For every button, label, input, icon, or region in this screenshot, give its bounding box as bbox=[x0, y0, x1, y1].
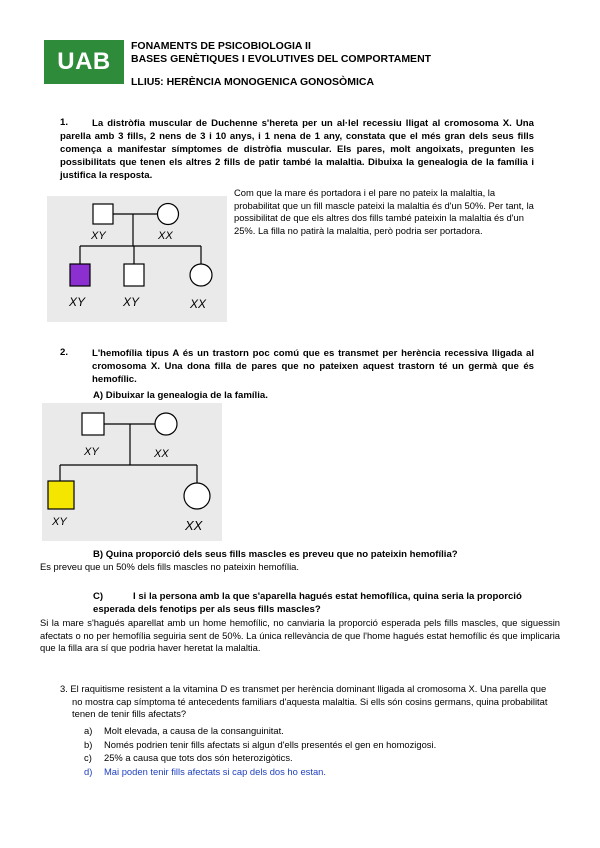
q1-child2-genotype: XY bbox=[123, 295, 140, 309]
q1-text: La distròfia muscular de Duchenne s'hereta per un al·lel recessiu lligat al cromosoma X. Una parella amb 3 fills, 2 nens de 3 i 10 anys, i 1 nena de 1 any, constata que el més gran dels seus fills comença a manifestar símptomes de distròfia muscular. Els pares, molt angoixats, pregunten les possibilitats que tenen els altres 2 fills de patir també la malaltia. Dibuixa la genealogia de la família i justifica la resposta. bbox=[60, 118, 534, 181]
option-text: Només podrien tenir fills afectats si algun d'ells presentés el gen en homozigosi. bbox=[104, 738, 437, 750]
q1-answer: Com que la mare és portadora i el pare no pateix la malaltia, la probabilitat que un fill mascle pateixi la malaltia és d'un 50%. Per tant, la possibilitat de que els altres dos fills també pateixin la malaltia és d'un 25%. La filla no patirà la malaltia, però podria ser portadora. bbox=[234, 187, 534, 236]
q1-number: 1. bbox=[60, 117, 69, 128]
q2-text-wrap bbox=[92, 347, 534, 386]
q1-child3-genotype: XX bbox=[190, 297, 207, 311]
q1-father-genotype: XY bbox=[91, 230, 106, 242]
option-label: d) bbox=[84, 765, 93, 777]
q2-partC: I si la persona amb la que s'aparella hagués estat hemofílica, quina seria la proporció esperada dels fenotips per als seus fills mascles? bbox=[93, 591, 522, 615]
option-text: Mai poden tenir fills afectats si cap dels dos ho estan. bbox=[104, 765, 326, 777]
q2-answerB: Es preveu que un 50% dels fills mascles no pateixin hemofília. bbox=[40, 561, 299, 572]
option-text: 25% a causa que tots dos són heterozigòtics. bbox=[104, 752, 293, 763]
option-label: b) bbox=[84, 738, 93, 750]
course-name: FONAMENTS DE PSICOBIOLOGIA II bbox=[131, 40, 311, 52]
q3-text: 3. El raquitisme resistent a la vitamina D es transmet per herència dominant lligada al cromosoma X. Una parella que no mostra cap símptoma té antecedents familiars d'aquesta malaltia. Si ells són cosins germans, quina probabilitat tenen de tenir fills afectats? bbox=[60, 683, 548, 720]
q3-options bbox=[84, 724, 544, 778]
q2-daughter-genotype: XX bbox=[185, 518, 203, 533]
q1-pedigree bbox=[47, 196, 227, 322]
course-subtitle: BASES GENÈTIQUES I EVOLUTIVES DEL COMPORTAMENT bbox=[131, 53, 432, 65]
lesson-title: LLIU5: HERÈNCIA MONOGENICA GONOSÒMICA bbox=[131, 76, 375, 88]
q1-mother-genotype: XX bbox=[158, 230, 173, 242]
q2-number: 2. bbox=[60, 347, 69, 358]
q2-partB: B) Quina proporció dels seus fills mascles es preveu que no pateixin hemofília? bbox=[93, 549, 458, 560]
q3-option-a bbox=[84, 724, 544, 738]
option-label: a) bbox=[84, 725, 93, 736]
q2-mother-genotype: XX bbox=[154, 448, 169, 460]
q2-father-genotype: XY bbox=[84, 446, 99, 458]
q2-answerC: Si la mare s'hagués aparellat amb un home hemofílic, no canviaria la proporció esperada pels fills mascles, que siguessin afectats o no per hemofília seguiria sent de 50%. La única rellevància de que l'home hagués estat hemofílic és que implicaria que la filla ara sí que podria haver heretat la malaltia. bbox=[40, 617, 560, 654]
affected-son-symbol bbox=[70, 264, 90, 286]
q3-option-b bbox=[84, 738, 544, 752]
q2-partC-label: C) bbox=[93, 591, 104, 602]
affected-brother-symbol bbox=[48, 481, 74, 509]
uab-logo: UAB bbox=[44, 40, 124, 84]
course-title bbox=[131, 40, 571, 89]
q3-option-d-selected bbox=[84, 765, 544, 779]
q2-pedigree bbox=[42, 403, 222, 541]
q3-option-c bbox=[84, 751, 544, 765]
option-text: Molt elevada, a causa de la consanguinitat. bbox=[104, 725, 284, 736]
q2-son-genotype: XY bbox=[52, 516, 67, 528]
option-label: c) bbox=[84, 752, 92, 763]
q2-partA: A) Dibuixar la genealogia de la família. bbox=[93, 390, 268, 401]
q1-child1-genotype: XY bbox=[69, 295, 86, 309]
q2-text: L'hemofília tipus A és un trastorn poc comú que es transmet per herència recessiva lligada al cromosoma X. Una dona filla de pares que no pateixen aquest trastorn té un germà que és hemofílic. bbox=[92, 348, 534, 385]
